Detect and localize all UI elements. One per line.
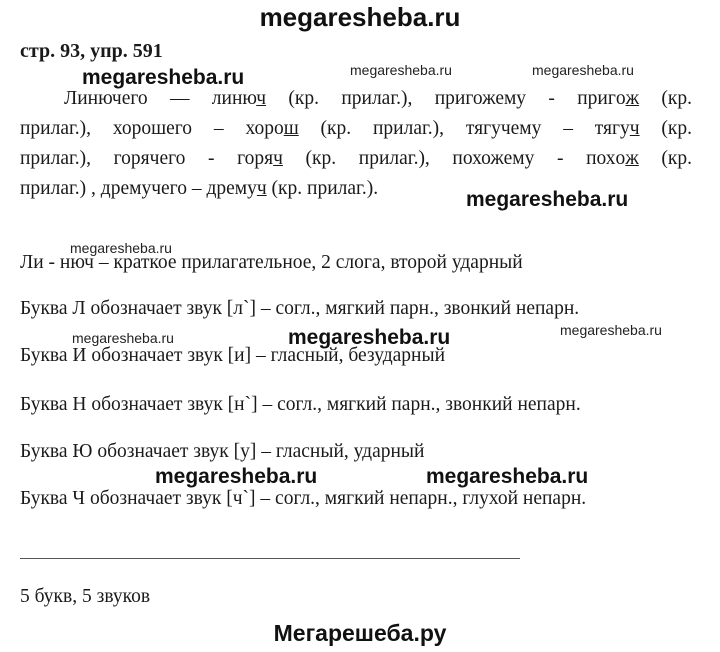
letter-analysis-line: Буква Ю обозначает звук [у] – гласный, ударный [20, 441, 425, 462]
paragraph-line: Линючего — линюч (кр. прилаг.), пригожему - пригoж (кр. [64, 88, 693, 109]
watermark: megaresheba.ru [532, 62, 634, 78]
letter-analysis-line: Буква И обозначает звук [и] – гласный, безударный [20, 345, 446, 366]
syllable-analysis: Ли - нюч – краткое прилагательное, 2 слога, второй ударный [20, 252, 523, 273]
paragraph-line: прилаг.), хорошего – хорош (кр. прилаг.), тягучему – тягуч (кр. [20, 118, 692, 139]
summary: 5 букв, 5 звуков [20, 586, 151, 607]
watermark: megaresheba.ru [426, 465, 589, 488]
paragraph-line: прилаг.), горячего - горяч (кр. прилаг.), похожему - похoж (кр. [20, 148, 693, 169]
task-title: стр. 93, упр. 591 [20, 40, 163, 62]
site-footer-watermark: Мегарешеба.ру [273, 620, 447, 646]
watermark: megaresheba.ru [155, 465, 318, 488]
watermark: megaresheba.ru [72, 330, 174, 346]
site-header-watermark: megaresheba.ru [259, 2, 461, 32]
answer-paragraph [20, 84, 692, 204]
watermark: megaresheba.ru [70, 240, 172, 256]
watermark: megaresheba.ru [350, 62, 452, 78]
watermark: megaresheba.ru [466, 188, 629, 211]
letter-analysis-line: Буква Н обозначает звук [н`] – согл., мягкий парн., звонкий непарн. [20, 394, 581, 415]
watermark: megaresheba.ru [82, 66, 245, 89]
letter-analysis-line: Буква Ч обозначает звук [ч`] – согл., мягкий непарн., глухой непарн. [20, 488, 587, 509]
divider [20, 558, 520, 559]
letter-analysis-line: Буква Л обозначает звук [л`] – согл., мягкий парн., звонкий непарн. [20, 298, 580, 319]
watermark: megaresheba.ru [288, 326, 451, 349]
paragraph-line: прилаг.) , дремучего – дремуч (кр. прилаг.). [20, 178, 379, 199]
watermark: megaresheba.ru [560, 322, 662, 338]
